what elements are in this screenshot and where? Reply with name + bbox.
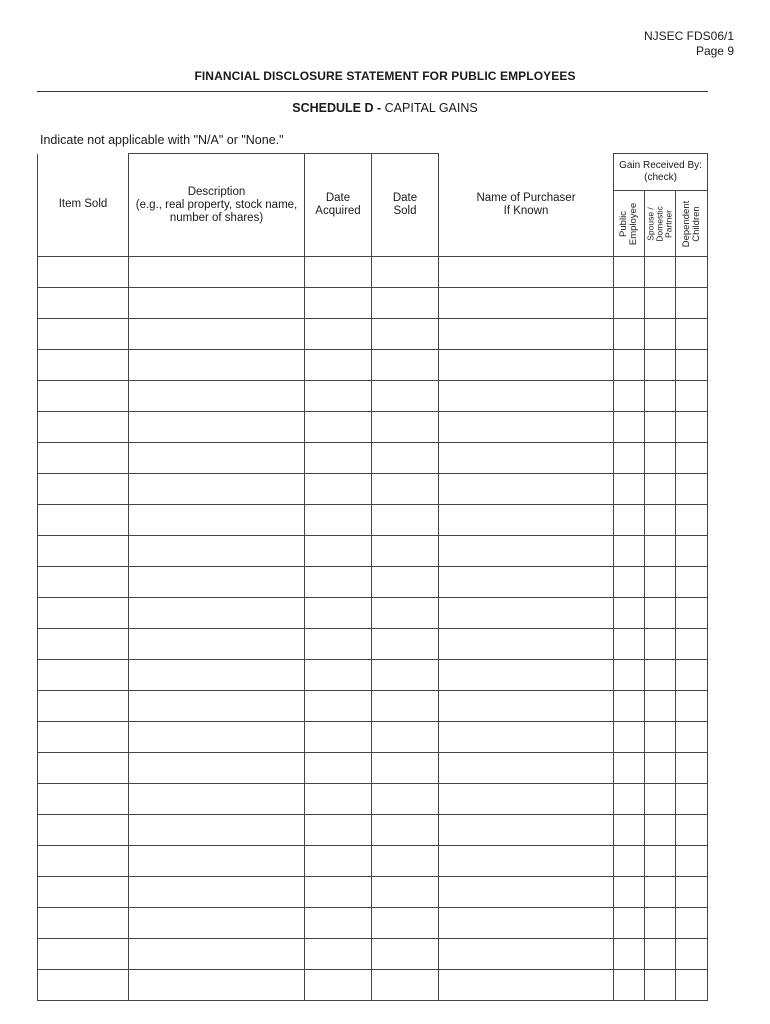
cell-description[interactable] <box>129 567 305 598</box>
table-row <box>38 505 708 536</box>
cell-description[interactable] <box>129 846 305 877</box>
table-row <box>38 257 708 288</box>
table-row <box>38 288 708 319</box>
cell-public-employee-check[interactable] <box>614 505 645 536</box>
cell-item-sold[interactable] <box>38 536 129 567</box>
cell-public-employee-check[interactable] <box>614 908 645 939</box>
cell-date-acquired[interactable] <box>305 536 372 567</box>
cell-public-employee-check[interactable] <box>614 319 645 350</box>
table-row <box>38 722 708 753</box>
cell-spouse-check[interactable] <box>645 598 676 629</box>
cell-purchaser[interactable] <box>439 257 614 288</box>
cell-dependent-check[interactable] <box>676 443 708 474</box>
col-public-employee-label <box>619 202 639 244</box>
cell-purchaser[interactable] <box>439 381 614 412</box>
cell-public-employee-check[interactable] <box>614 350 645 381</box>
cell-spouse-check[interactable] <box>645 970 676 1001</box>
cell-public-employee-check[interactable] <box>614 815 645 846</box>
col-spouse <box>645 191 676 257</box>
col-gain-received-line1: Gain Received By: <box>619 160 702 171</box>
col-spouse-line2: Domestic <box>654 205 665 242</box>
instruction-text: Indicate not applicable with "N/A" or "None." <box>40 133 284 147</box>
cell-item-sold[interactable] <box>38 722 129 753</box>
col-date-sold-line1: Date <box>392 192 418 204</box>
cell-date-sold[interactable] <box>372 474 439 505</box>
cell-purchaser[interactable] <box>439 939 614 970</box>
cell-public-employee-check[interactable] <box>614 598 645 629</box>
cell-purchaser[interactable] <box>439 288 614 319</box>
cell-description[interactable] <box>129 939 305 970</box>
cell-date-acquired[interactable] <box>305 474 372 505</box>
cell-item-sold[interactable] <box>38 629 129 660</box>
cell-description[interactable] <box>129 598 305 629</box>
cell-date-acquired[interactable] <box>305 753 372 784</box>
col-public-employee <box>614 191 645 257</box>
form-id: NJSEC FDS06/1 <box>643 29 734 43</box>
cell-public-employee-check[interactable] <box>614 443 645 474</box>
cell-public-employee-check[interactable] <box>614 691 645 722</box>
cell-date-sold[interactable] <box>372 598 439 629</box>
table-row <box>38 319 708 350</box>
cell-dependent-check[interactable] <box>676 970 708 1001</box>
cell-dependent-check[interactable] <box>676 381 708 412</box>
table-row <box>38 846 708 877</box>
table-row <box>38 660 708 691</box>
cell-date-sold[interactable] <box>372 691 439 722</box>
cell-description[interactable] <box>129 257 305 288</box>
cell-date-acquired[interactable] <box>305 412 372 443</box>
cell-item-sold[interactable] <box>38 908 129 939</box>
cell-public-employee-check[interactable] <box>614 474 645 505</box>
col-date-acquired-line2: Acquired <box>315 205 361 217</box>
cell-description[interactable] <box>129 660 305 691</box>
cell-spouse-check[interactable] <box>645 505 676 536</box>
capital-gains-table <box>37 153 708 1001</box>
cell-purchaser[interactable] <box>439 846 614 877</box>
cell-spouse-check[interactable] <box>645 815 676 846</box>
table-header-row <box>38 154 708 191</box>
cell-purchaser[interactable] <box>439 319 614 350</box>
cell-spouse-check[interactable] <box>645 412 676 443</box>
cell-dependent-check[interactable] <box>676 536 708 567</box>
table-row <box>38 598 708 629</box>
col-item-sold-label: Item Sold <box>58 198 108 211</box>
cell-date-acquired[interactable] <box>305 908 372 939</box>
cell-description[interactable] <box>129 319 305 350</box>
cell-purchaser[interactable] <box>439 505 614 536</box>
cell-spouse-check[interactable] <box>645 381 676 412</box>
cell-item-sold[interactable] <box>38 381 129 412</box>
cell-dependent-check[interactable] <box>676 877 708 908</box>
cell-date-acquired[interactable] <box>305 784 372 815</box>
cell-item-sold[interactable] <box>38 474 129 505</box>
cell-purchaser[interactable] <box>439 722 614 753</box>
cell-description[interactable] <box>129 412 305 443</box>
cell-item-sold[interactable] <box>38 257 129 288</box>
cell-purchaser[interactable] <box>439 536 614 567</box>
cell-date-sold[interactable] <box>372 505 439 536</box>
cell-dependent-check[interactable] <box>676 350 708 381</box>
col-dependent-children-line1: Dependent <box>680 200 692 247</box>
cell-date-acquired[interactable] <box>305 567 372 598</box>
cell-public-employee-check[interactable] <box>614 536 645 567</box>
cell-dependent-check[interactable] <box>676 505 708 536</box>
cell-public-employee-check[interactable] <box>614 257 645 288</box>
col-purchaser-line2: If Known <box>503 204 549 217</box>
cell-spouse-check[interactable] <box>645 660 676 691</box>
cell-date-sold[interactable] <box>372 784 439 815</box>
cell-item-sold[interactable] <box>38 784 129 815</box>
cell-date-acquired[interactable] <box>305 815 372 846</box>
cell-spouse-check[interactable] <box>645 257 676 288</box>
cell-item-sold[interactable] <box>38 815 129 846</box>
cell-purchaser[interactable] <box>439 598 614 629</box>
col-item-sold <box>38 154 129 257</box>
cell-purchaser[interactable] <box>439 567 614 598</box>
cell-spouse-check[interactable] <box>645 319 676 350</box>
col-description-example: (e.g., real property, stock name, <box>135 198 298 211</box>
cell-spouse-check[interactable] <box>645 846 676 877</box>
col-date-acquired-line1: Date <box>325 192 351 204</box>
table-row <box>38 381 708 412</box>
col-description-shares: number of shares) <box>169 211 264 224</box>
cell-purchaser[interactable] <box>439 629 614 660</box>
cell-purchaser[interactable] <box>439 784 614 815</box>
cell-description[interactable] <box>129 691 305 722</box>
cell-dependent-check[interactable] <box>676 412 708 443</box>
cell-date-sold[interactable] <box>372 753 439 784</box>
col-date-acquired <box>305 154 372 257</box>
cell-date-acquired[interactable] <box>305 443 372 474</box>
table-row <box>38 350 708 381</box>
table-row <box>38 629 708 660</box>
cell-item-sold[interactable] <box>38 691 129 722</box>
cell-purchaser[interactable] <box>439 350 614 381</box>
cell-date-sold[interactable] <box>372 908 439 939</box>
col-date-sold <box>372 154 439 257</box>
col-description-title: Description <box>187 185 246 198</box>
cell-public-employee-check[interactable] <box>614 939 645 970</box>
cell-public-employee-check[interactable] <box>614 567 645 598</box>
cell-description[interactable] <box>129 753 305 784</box>
cell-date-sold[interactable] <box>372 629 439 660</box>
cell-date-acquired[interactable] <box>305 939 372 970</box>
cell-description[interactable] <box>129 505 305 536</box>
cell-public-employee-check[interactable] <box>614 412 645 443</box>
cell-spouse-check[interactable] <box>645 753 676 784</box>
cell-dependent-check[interactable] <box>676 288 708 319</box>
cell-date-sold[interactable] <box>372 536 439 567</box>
cell-date-acquired[interactable] <box>305 691 372 722</box>
table-row <box>38 970 708 1001</box>
table-row <box>38 443 708 474</box>
cell-public-employee-check[interactable] <box>614 846 645 877</box>
cell-description[interactable] <box>129 722 305 753</box>
table-row <box>38 474 708 505</box>
col-description <box>129 154 305 257</box>
cell-public-employee-check[interactable] <box>614 784 645 815</box>
cell-description[interactable] <box>129 629 305 660</box>
table-row <box>38 815 708 846</box>
cell-date-sold[interactable] <box>372 288 439 319</box>
cell-dependent-check[interactable] <box>676 257 708 288</box>
cell-date-acquired[interactable] <box>305 598 372 629</box>
col-date-sold-line2: Sold <box>393 205 417 217</box>
cell-date-acquired[interactable] <box>305 350 372 381</box>
table-row <box>38 412 708 443</box>
schedule-heading <box>0 101 770 115</box>
page-title: FINANCIAL DISCLOSURE STATEMENT FOR PUBLIC EMPLOYEES <box>194 69 576 83</box>
cell-purchaser[interactable] <box>439 691 614 722</box>
cell-spouse-check[interactable] <box>645 288 676 319</box>
cell-dependent-check[interactable] <box>676 722 708 753</box>
table-row <box>38 784 708 815</box>
col-spouse-line3: Partner <box>663 209 674 238</box>
cell-purchaser[interactable] <box>439 753 614 784</box>
cell-public-employee-check[interactable] <box>614 288 645 319</box>
table-row <box>38 567 708 598</box>
cell-purchaser[interactable] <box>439 877 614 908</box>
cell-date-acquired[interactable] <box>305 505 372 536</box>
cell-description[interactable] <box>129 474 305 505</box>
cell-date-sold[interactable] <box>372 319 439 350</box>
cell-date-acquired[interactable] <box>305 381 372 412</box>
cell-spouse-check[interactable] <box>645 567 676 598</box>
cell-date-sold[interactable] <box>372 443 439 474</box>
cell-date-sold[interactable] <box>372 846 439 877</box>
cell-date-acquired[interactable] <box>305 846 372 877</box>
schedule-name: CAPITAL GAINS <box>384 101 478 115</box>
table-row <box>38 908 708 939</box>
cell-date-sold[interactable] <box>372 939 439 970</box>
cell-dependent-check[interactable] <box>676 567 708 598</box>
cell-date-sold[interactable] <box>372 660 439 691</box>
cell-spouse-check[interactable] <box>645 536 676 567</box>
cell-item-sold[interactable] <box>38 939 129 970</box>
cell-dependent-check[interactable] <box>676 598 708 629</box>
table-row <box>38 536 708 567</box>
cell-item-sold[interactable] <box>38 319 129 350</box>
cell-purchaser[interactable] <box>439 474 614 505</box>
cell-spouse-check[interactable] <box>645 908 676 939</box>
table-row <box>38 753 708 784</box>
cell-date-acquired[interactable] <box>305 629 372 660</box>
cell-description[interactable] <box>129 536 305 567</box>
col-dependent-children-line2: Children <box>690 205 702 242</box>
col-public-employee-line1: Public <box>618 210 629 237</box>
cell-description[interactable] <box>129 970 305 1001</box>
cell-item-sold[interactable] <box>38 288 129 319</box>
cell-spouse-check[interactable] <box>645 784 676 815</box>
cell-dependent-check[interactable] <box>676 815 708 846</box>
cell-description[interactable] <box>129 381 305 412</box>
cell-purchaser[interactable] <box>439 815 614 846</box>
cell-date-sold[interactable] <box>372 877 439 908</box>
cell-item-sold[interactable] <box>38 443 129 474</box>
cell-dependent-check[interactable] <box>676 660 708 691</box>
cell-purchaser[interactable] <box>439 412 614 443</box>
cell-public-employee-check[interactable] <box>614 970 645 1001</box>
cell-date-sold[interactable] <box>372 722 439 753</box>
schedule-label: SCHEDULE D - <box>292 101 382 115</box>
cell-date-acquired[interactable] <box>305 970 372 1001</box>
cell-spouse-check[interactable] <box>645 691 676 722</box>
col-purchaser-line1: Name of Purchaser <box>476 191 576 204</box>
cell-description[interactable] <box>129 288 305 319</box>
cell-date-acquired[interactable] <box>305 722 372 753</box>
form-header <box>644 29 734 59</box>
cell-purchaser[interactable] <box>439 908 614 939</box>
cell-date-sold[interactable] <box>372 350 439 381</box>
cell-dependent-check[interactable] <box>676 753 708 784</box>
cell-dependent-check[interactable] <box>676 691 708 722</box>
cell-date-sold[interactable] <box>372 412 439 443</box>
cell-purchaser[interactable] <box>439 660 614 691</box>
cell-date-sold[interactable] <box>372 567 439 598</box>
cell-dependent-check[interactable] <box>676 908 708 939</box>
cell-item-sold[interactable] <box>38 753 129 784</box>
cell-public-employee-check[interactable] <box>614 629 645 660</box>
page-number: Page 9 <box>695 44 734 58</box>
col-gain-received-line2: (check) <box>644 172 677 183</box>
cell-item-sold[interactable] <box>38 598 129 629</box>
cell-item-sold[interactable] <box>38 660 129 691</box>
cell-date-acquired[interactable] <box>305 660 372 691</box>
table-row <box>38 939 708 970</box>
cell-public-employee-check[interactable] <box>614 753 645 784</box>
cell-spouse-check[interactable] <box>645 350 676 381</box>
cell-spouse-check[interactable] <box>645 722 676 753</box>
col-dependent-children <box>676 191 708 257</box>
cell-date-acquired[interactable] <box>305 288 372 319</box>
cell-dependent-check[interactable] <box>676 939 708 970</box>
cell-purchaser[interactable] <box>439 970 614 1001</box>
cell-public-employee-check[interactable] <box>614 381 645 412</box>
cell-spouse-check[interactable] <box>645 877 676 908</box>
cell-date-sold[interactable] <box>372 970 439 1001</box>
cell-date-acquired[interactable] <box>305 877 372 908</box>
cell-spouse-check[interactable] <box>645 629 676 660</box>
cell-public-employee-check[interactable] <box>614 722 645 753</box>
cell-purchaser[interactable] <box>439 443 614 474</box>
table-row <box>38 877 708 908</box>
cell-item-sold[interactable] <box>38 877 129 908</box>
cell-date-sold[interactable] <box>372 257 439 288</box>
col-gain-received <box>614 154 708 191</box>
col-dependent-children-label <box>682 200 702 246</box>
table-row <box>38 691 708 722</box>
col-spouse-line1: Spouse / <box>645 206 656 241</box>
cell-spouse-check[interactable] <box>645 443 676 474</box>
cell-spouse-check[interactable] <box>645 474 676 505</box>
col-public-employee-line2: Employee <box>628 202 639 245</box>
cell-spouse-check[interactable] <box>645 939 676 970</box>
cell-item-sold[interactable] <box>38 505 129 536</box>
cell-description[interactable] <box>129 350 305 381</box>
cell-item-sold[interactable] <box>38 412 129 443</box>
cell-dependent-check[interactable] <box>676 319 708 350</box>
cell-public-employee-check[interactable] <box>614 877 645 908</box>
cell-date-acquired[interactable] <box>305 319 372 350</box>
cell-dependent-check[interactable] <box>676 474 708 505</box>
cell-date-sold[interactable] <box>372 815 439 846</box>
cell-date-sold[interactable] <box>372 381 439 412</box>
cell-description[interactable] <box>129 877 305 908</box>
cell-description[interactable] <box>129 784 305 815</box>
cell-dependent-check[interactable] <box>676 784 708 815</box>
col-spouse-label <box>647 206 674 241</box>
table-body <box>38 257 708 1001</box>
cell-date-acquired[interactable] <box>305 257 372 288</box>
cell-item-sold[interactable] <box>38 567 129 598</box>
cell-description[interactable] <box>129 443 305 474</box>
title-divider <box>37 91 708 92</box>
cell-dependent-check[interactable] <box>676 629 708 660</box>
cell-item-sold[interactable] <box>38 846 129 877</box>
col-purchaser <box>439 154 614 257</box>
cell-dependent-check[interactable] <box>676 846 708 877</box>
cell-item-sold[interactable] <box>38 970 129 1001</box>
cell-public-employee-check[interactable] <box>614 660 645 691</box>
cell-description[interactable] <box>129 908 305 939</box>
cell-item-sold[interactable] <box>38 350 129 381</box>
cell-description[interactable] <box>129 815 305 846</box>
